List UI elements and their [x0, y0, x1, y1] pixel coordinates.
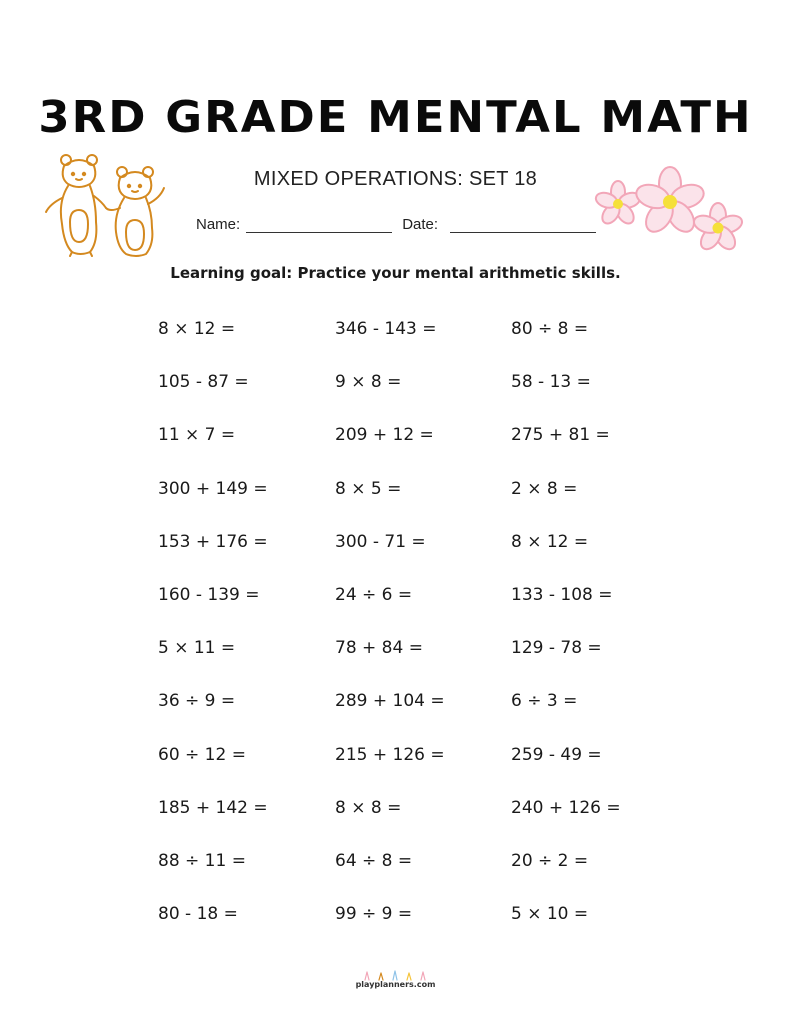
problem: 215 + 126 = — [335, 744, 445, 765]
problem: 78 + 84 = — [335, 638, 423, 659]
problem: 60 ÷ 12 = — [158, 744, 246, 765]
problem-row — [158, 796, 678, 849]
name-field[interactable] — [246, 218, 392, 233]
problem-row — [158, 689, 678, 742]
problem-grid — [158, 317, 678, 955]
problem-row — [158, 583, 678, 636]
problem: 185 + 142 = — [158, 797, 268, 818]
problem: 209 + 12 = — [335, 425, 434, 446]
problem-row — [158, 902, 678, 955]
date-field[interactable] — [450, 218, 596, 233]
problem: 64 ÷ 8 = — [335, 850, 413, 871]
problem-row — [158, 370, 678, 423]
problem: 9 × 8 = — [335, 372, 402, 393]
problem: 88 ÷ 11 = — [158, 850, 246, 871]
problem: 289 + 104 = — [335, 691, 445, 712]
flowers-illustration — [594, 164, 754, 260]
problem-row — [158, 477, 678, 530]
worksheet-title: 3RD GRADE MENTAL MATH — [38, 92, 753, 143]
problem: 11 × 7 = — [158, 425, 236, 446]
problem: 36 ÷ 9 = — [158, 691, 236, 712]
problem: 300 - 71 = — [335, 531, 426, 552]
problem: 80 ÷ 8 = — [511, 319, 589, 339]
problem: 8 × 12 = — [158, 319, 236, 339]
problem: 240 + 126 = — [511, 797, 621, 818]
problem: 346 - 143 = — [335, 319, 437, 339]
problem: 58 - 13 = — [511, 372, 591, 393]
problem: 129 - 78 = — [511, 638, 602, 659]
problem-row — [158, 530, 678, 583]
problem-row — [158, 743, 678, 796]
problem: 20 ÷ 2 = — [511, 850, 589, 871]
problem: 80 - 18 = — [158, 904, 238, 925]
problem-row — [158, 317, 678, 370]
problem: 160 - 139 = — [158, 584, 260, 605]
problem: 24 ÷ 6 = — [335, 584, 413, 605]
problem-row — [158, 849, 678, 902]
problem-row — [158, 636, 678, 689]
problem-row — [158, 423, 678, 476]
worksheet-subtitle: MIXED OPERATIONS: SET 18 — [253, 168, 538, 190]
problem: 6 ÷ 3 = — [511, 691, 578, 712]
problem: 5 × 11 = — [158, 638, 236, 659]
problem: 99 ÷ 9 = — [335, 904, 413, 925]
problem: 153 + 176 = — [158, 531, 268, 552]
problem: 8 × 12 = — [511, 531, 589, 552]
name-date-row — [196, 216, 596, 233]
problem: 133 - 108 = — [511, 584, 613, 605]
sparkle-icon — [357, 970, 435, 982]
problem: 275 + 81 = — [511, 425, 610, 446]
problem: 2 × 8 = — [511, 478, 578, 499]
problem: 105 - 87 = — [158, 372, 249, 393]
brand-logo — [356, 974, 436, 989]
date-label: Date: — [402, 216, 439, 233]
problem: 5 × 10 = — [511, 904, 589, 925]
name-label: Name: — [196, 216, 241, 233]
problem: 8 × 5 = — [335, 478, 402, 499]
brand-text: playplanners.com — [355, 980, 436, 989]
problem: 300 + 149 = — [158, 478, 268, 499]
problem: 259 - 49 = — [511, 744, 602, 765]
learning-goal: Learning goal: Practice your mental arithmetic skills. — [170, 264, 621, 282]
problem: 8 × 8 = — [335, 797, 402, 818]
footer — [0, 972, 791, 991]
